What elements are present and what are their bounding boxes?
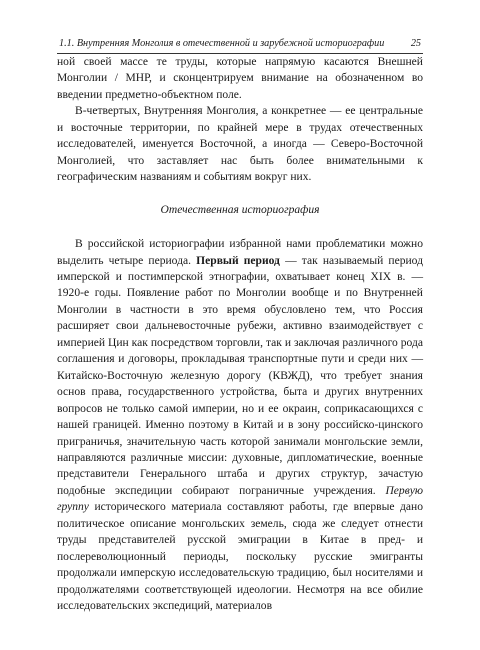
running-head-title: 1.1. Внутренняя Монголия в отечественной и зарубежной историографии — [59, 38, 385, 49]
first-group-term: Первую группу — [57, 484, 423, 514]
page-number: 25 — [410, 38, 421, 49]
body-text — [57, 54, 423, 615]
first-period-term: Первый период — [196, 254, 280, 267]
paragraph-fourth-point: В-четвертых, Внутренняя Монголия, а конкретнее — ее центральные и восточные территории, по крайней мере в трудах отечественных исследователей, именуется Восточной, а иногда — Северо-Восточной Монголией, что заставляет нас быть более внимательными к географическим названиям и событиям вокруг них. — [57, 105, 423, 184]
book-page — [57, 38, 423, 618]
section-heading: Отечественная историография — [160, 203, 320, 216]
paragraph-periods-text-3: исторического материала составляют работы, где впервые дано политическое описание монгольских земель, сюда же следует отнести труды представителей русской эмиграции в Китае в пред- и послереволюционный периоды, поскольку русские эмигранты продолжали имперскую исследовательскую традицию, был носителями и продолжателями соответствующей идеологии. Несмотря на все обилие исследовательских экспедиций, материалов — [57, 501, 423, 613]
running-head — [57, 38, 423, 54]
paragraph-continuation: ной своей массе те труды, которые напрямую касаются Внешней Монголии / МНР, и сконцентрируем внимание на обозначенном во введении предметно-объектном поле. — [57, 56, 423, 101]
paragraph-periods-text-1: В российской историографии избранной нами проблематики можно выделить четыре периода. — [57, 238, 423, 267]
paragraph-periods — [57, 236, 423, 614]
paragraph-periods-text-2: — так называемый период имперской и постимперской этнографии, охватывает конец XIX в. — 1920-е годы. Появление работ по Монголии вообще и по Внутренней Монголии в частности в это время обусловлено тем, что Россия расширяет свои дальневосточные рубежи, активно взаимодействует с империей Цин как посредством торговли, так и заключая различного рода соглашения и договоры, прокладывая транспортные пути и среди них — Китайско-Восточную железную дорогу (КВЖД), что требует знания основ права, государственного устройства, быта и других внутренних вопросов не только самой империи, но и ее окраин, соприкасающихся с нашей границей. Именно поэтому в Китай и в зону российско-цинского приграничья, значительную часть которой занимали монгольские земли, направляются различные миссии: духовные, дипломатические, военные представители Генерального штаба и других структур, зачастую подобные экспедиции собирают пограничные учреждения. — [57, 254, 423, 497]
